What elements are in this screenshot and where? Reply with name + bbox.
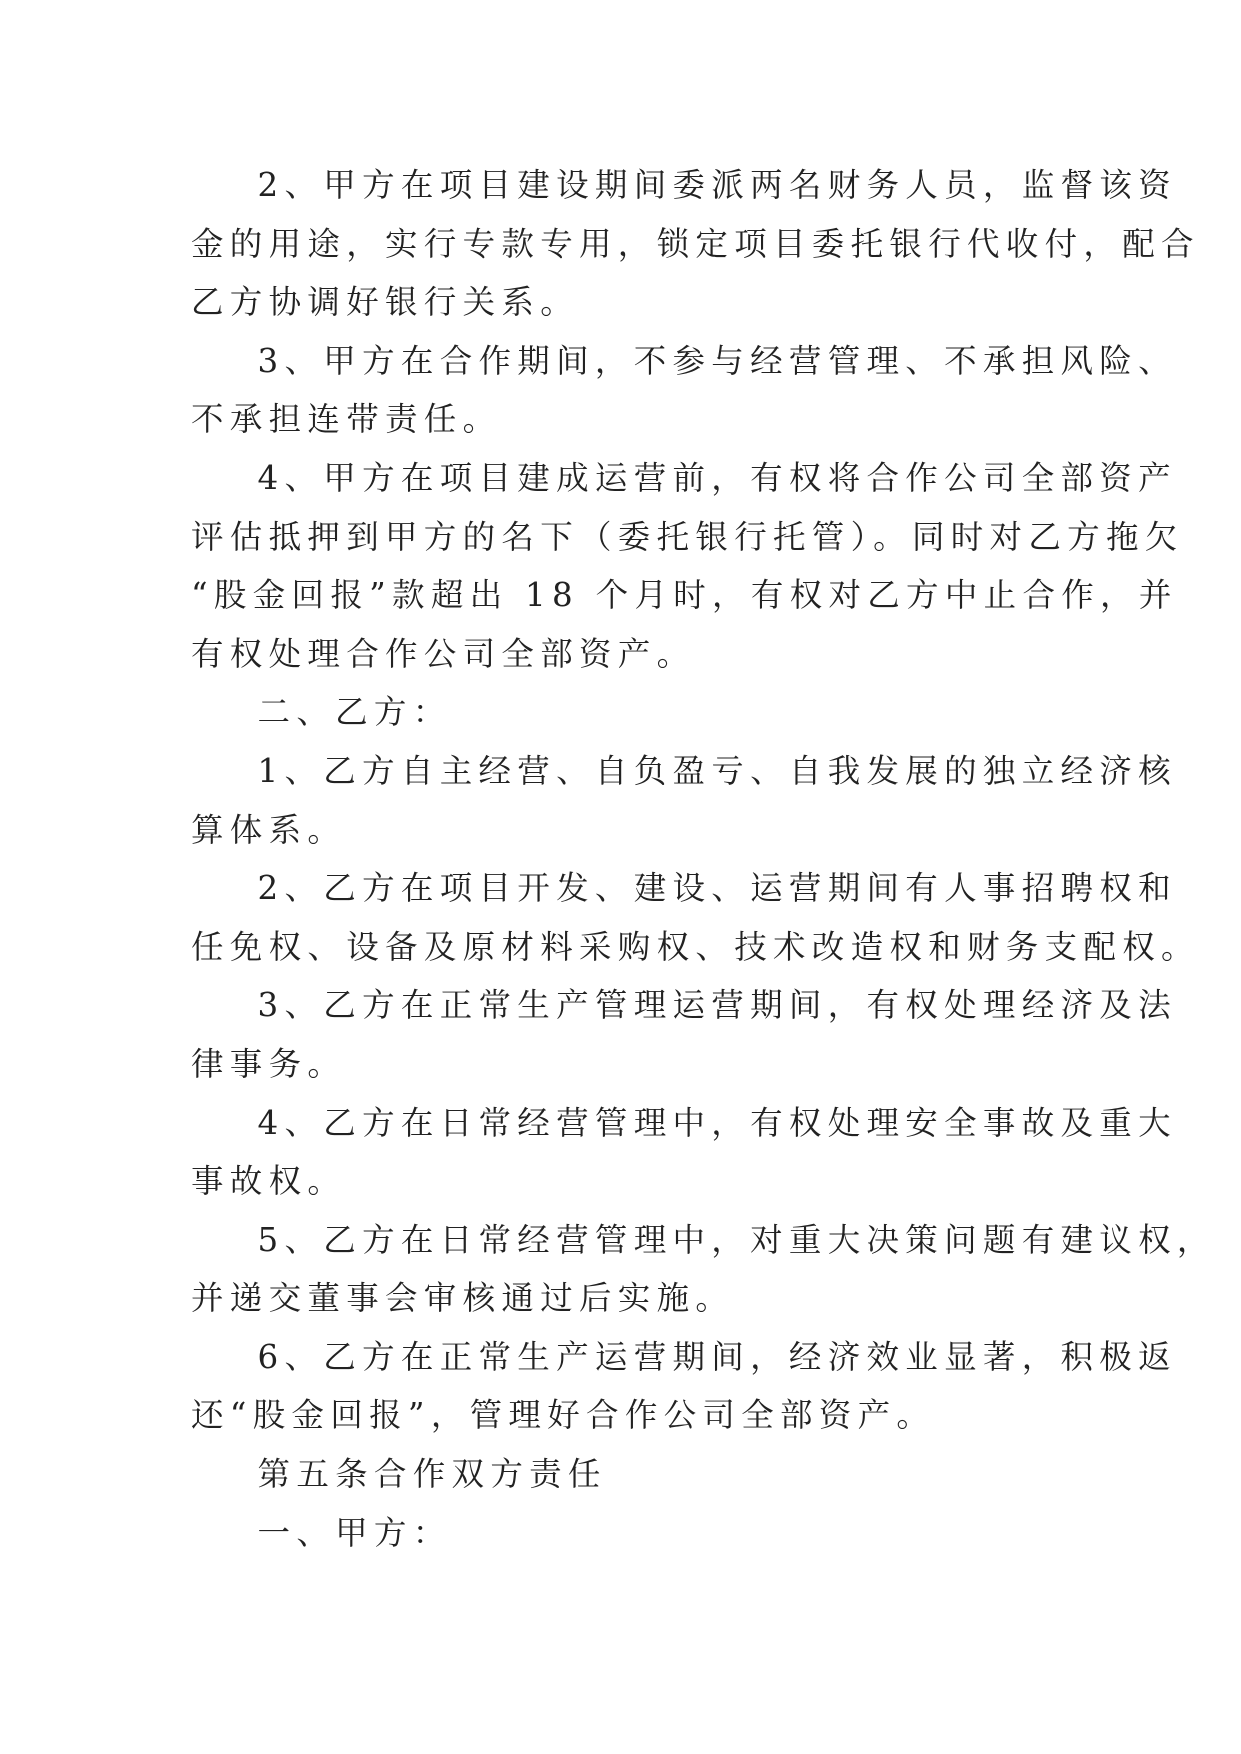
text-line: 事故权。 bbox=[191, 1162, 347, 1201]
text-line: 乙方协调好银行关系。 bbox=[191, 283, 580, 322]
text-line: 一、甲方： bbox=[191, 1513, 452, 1552]
text-line: 1、乙方自主经营、自负盈亏、自我发展的独立经济核 bbox=[191, 751, 1177, 790]
text-line: 2、甲方在项目建设期间委派两名财务人员，监督该资 bbox=[191, 166, 1177, 204]
text-line: 并递交董事会审核通过后实施。 bbox=[191, 1279, 735, 1318]
text-line: 5、乙方在日常经营管理中，对重大决策问题有建议权， bbox=[191, 1220, 1216, 1259]
document-body bbox=[191, 156, 1216, 1562]
text-line: 金的用途，实行专款专用，锁定项目委托银行代收付，配合 bbox=[191, 224, 1200, 263]
text-line: 算体系。 bbox=[191, 810, 347, 849]
text-line: 任免权、设备及原材料采购权、技术改造权和财务支配权。 bbox=[191, 927, 1200, 966]
text-line: 还“股金回报”，管理好合作公司全部资产。 bbox=[191, 1396, 936, 1435]
text-line: 第五条合作双方责任 bbox=[191, 1455, 607, 1494]
text-line: 2、乙方在项目开发、建设、运营期间有人事招聘权和 bbox=[191, 869, 1177, 908]
text-line: “股金回报”款超出 18 个月时，有权对乙方中止合作，并 bbox=[191, 576, 1178, 615]
text-line: 律事务。 bbox=[191, 1044, 347, 1083]
text-line: 评估抵押到甲方的名下（委托银行托管）。同时对乙方拖欠 bbox=[191, 517, 1184, 556]
text-line: 有权处理合作公司全部资产。 bbox=[191, 634, 696, 673]
text-line: 3、甲方在合作期间，不参与经营管理、不承担风险、 bbox=[191, 341, 1177, 380]
text-line: 不承担连带责任。 bbox=[191, 400, 502, 439]
text-line: 3、乙方在正常生产管理运营期间，有权处理经济及法 bbox=[191, 986, 1177, 1025]
text-line: 4、乙方在日常经营管理中，有权处理安全事故及重大 bbox=[191, 1103, 1177, 1142]
text-line: 6、乙方在正常生产运营期间，经济效业显著，积极返 bbox=[191, 1337, 1177, 1376]
text-line: 二、乙方： bbox=[191, 693, 452, 732]
text-line: 4、甲方在项目建成运营前，有权将合作公司全部资产 bbox=[191, 458, 1177, 497]
